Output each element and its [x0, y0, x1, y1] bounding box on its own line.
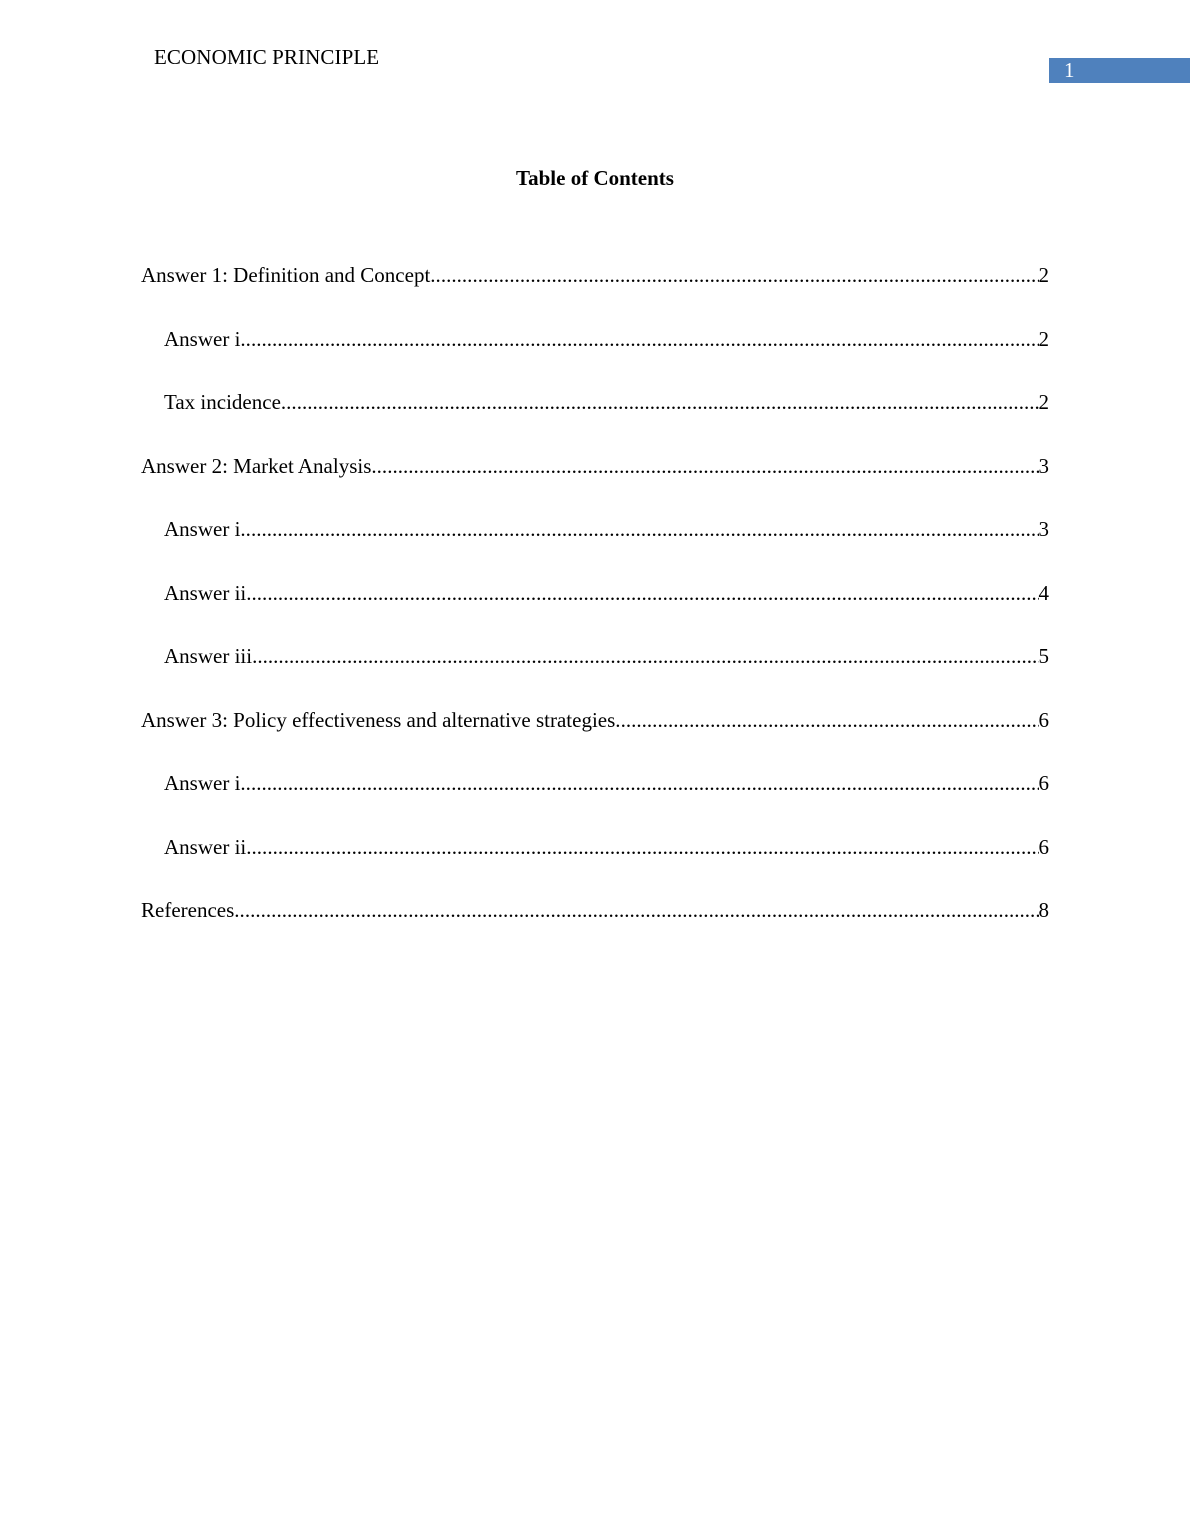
toc-dot-leader: [371, 453, 1038, 479]
toc-entry[interactable]: [141, 453, 1049, 517]
toc-entry-page: 5: [1038, 644, 1049, 668]
toc-entry-page: 4: [1038, 580, 1049, 605]
toc-entry[interactable]: [141, 326, 1049, 390]
toc-entry-page: 3: [1038, 517, 1049, 541]
toc-entry-page: 3: [1038, 453, 1049, 478]
toc-dot-leader: [240, 326, 1038, 352]
toc-entry-text: Answer 1: Definition and Concept: [141, 263, 431, 287]
toc-entry-text: Answer i: [164, 326, 241, 351]
toc-dot-leader: [240, 770, 1038, 796]
toc-dot-leader: [281, 389, 1039, 415]
toc-dot-leader: [430, 262, 1038, 288]
toc-entry-text: References: [141, 898, 235, 922]
toc-list: [141, 262, 1049, 961]
toc-entry-text: Answer i: [164, 517, 241, 541]
toc-entry-text: Answer 2: Market Analysis: [141, 453, 372, 478]
toc-entry[interactable]: [141, 897, 1049, 961]
toc-entry-page: 6: [1038, 834, 1049, 859]
toc-dot-leader: [246, 580, 1038, 606]
toc-entry-text: Answer i: [164, 771, 241, 795]
toc-dot-leader: [234, 897, 1038, 923]
toc-entry[interactable]: [141, 834, 1049, 898]
toc-entry[interactable]: [141, 516, 1049, 580]
toc-entry[interactable]: [141, 643, 1049, 707]
toc-title: Table of Contents: [516, 166, 674, 190]
running-head: ECONOMIC PRINCIPLE: [154, 45, 380, 69]
toc-entry[interactable]: [141, 580, 1049, 644]
toc-entry-page: 6: [1038, 707, 1049, 732]
toc-entry-text: Answer ii: [164, 580, 247, 605]
toc-entry-text: Answer iii: [164, 644, 253, 668]
toc-entry-page: 2: [1038, 390, 1049, 414]
toc-entry-page: 2: [1038, 263, 1049, 287]
toc-entry-page: 8: [1038, 898, 1049, 922]
toc-entry-text: Answer 3: Policy effectiveness and alternative strategies: [141, 707, 616, 732]
toc-entry[interactable]: [141, 389, 1049, 453]
toc-dot-leader: [240, 516, 1038, 542]
page-number-badge: 1: [1049, 58, 1190, 83]
toc-entry[interactable]: [141, 262, 1049, 326]
toc-entry-page: 6: [1038, 771, 1049, 795]
toc-entry[interactable]: [141, 707, 1049, 771]
toc-dot-leader: [252, 643, 1038, 669]
toc-entry-page: 2: [1038, 326, 1049, 351]
toc-entry-text: Answer ii: [164, 834, 247, 859]
toc-dot-leader: [246, 834, 1038, 860]
toc-dot-leader: [615, 707, 1038, 733]
toc-entry-text: Tax incidence: [164, 390, 281, 414]
toc-entry[interactable]: [141, 770, 1049, 834]
